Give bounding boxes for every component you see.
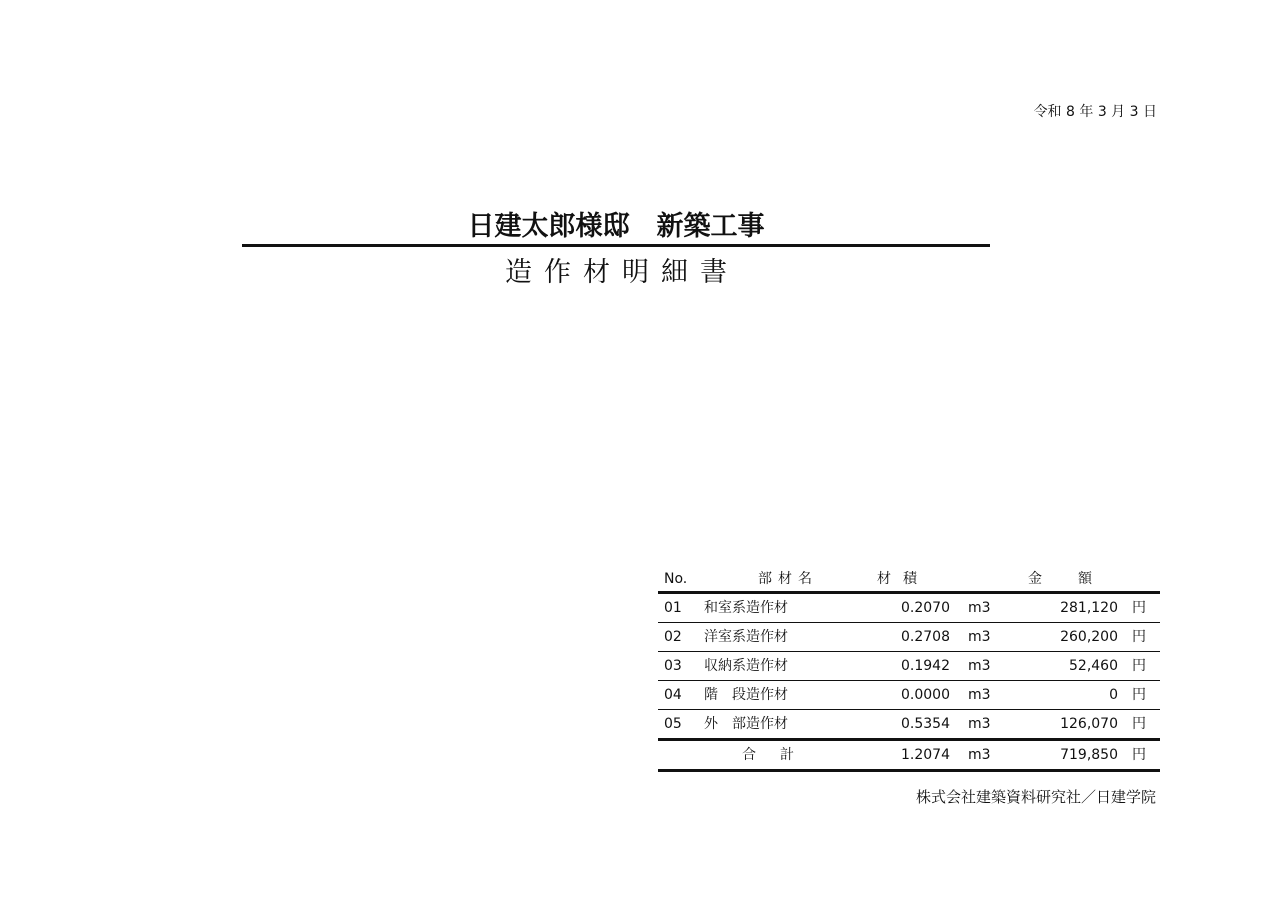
row-currency: 円 xyxy=(1132,716,1146,732)
row-amount: 52,460 xyxy=(1069,658,1118,674)
row-volume: 0.5354 xyxy=(901,716,950,732)
row-currency: 円 xyxy=(1132,658,1146,674)
row-name: 収納系造作材 xyxy=(704,658,788,674)
total-currency: 円 xyxy=(1132,747,1146,763)
table-row xyxy=(658,652,1160,681)
row-volume: 0.2070 xyxy=(901,600,950,616)
row-volume: 0.1942 xyxy=(901,658,950,674)
row-unit: m3 xyxy=(968,687,991,703)
document-date: 令和 8 年 3 月 3 日 xyxy=(1033,104,1157,120)
row-no: 04 xyxy=(664,687,682,703)
row-currency: 円 xyxy=(1132,600,1146,616)
row-unit: m3 xyxy=(968,629,991,645)
row-name: 外 部造作材 xyxy=(704,716,788,732)
total-unit: m3 xyxy=(968,747,991,763)
table-row xyxy=(658,623,1160,652)
row-amount: 260,200 xyxy=(1060,629,1118,645)
header-volume: 材積 xyxy=(877,571,929,587)
row-currency: 円 xyxy=(1132,629,1146,645)
row-amount: 126,070 xyxy=(1060,716,1118,732)
table-row xyxy=(658,594,1160,623)
total-label: 合計 xyxy=(742,747,818,763)
row-no: 03 xyxy=(664,658,682,674)
row-no: 01 xyxy=(664,600,682,616)
row-currency: 円 xyxy=(1132,687,1146,703)
document-title: 造作材明細書 xyxy=(505,257,739,288)
total-row xyxy=(658,741,1160,772)
table-row xyxy=(658,710,1160,741)
row-unit: m3 xyxy=(968,658,991,674)
company-name: 株式会社建築資料研究社／日建学院 xyxy=(915,788,1156,806)
row-no: 02 xyxy=(664,629,682,645)
row-amount: 0 xyxy=(1109,687,1118,703)
row-no: 05 xyxy=(664,716,682,732)
row-unit: m3 xyxy=(968,716,991,732)
row-unit: m3 xyxy=(968,600,991,616)
title-block xyxy=(242,210,990,293)
total-volume: 1.2074 xyxy=(901,747,950,763)
table-header-row xyxy=(658,566,1160,594)
table-row xyxy=(658,681,1160,710)
row-amount: 281,120 xyxy=(1060,600,1118,616)
header-amount: 金額 xyxy=(1028,571,1128,587)
summary-table xyxy=(658,566,1160,772)
row-name: 和室系造作材 xyxy=(704,600,788,616)
row-volume: 0.0000 xyxy=(901,687,950,703)
header-name: 部材名 xyxy=(758,571,818,587)
row-volume: 0.2708 xyxy=(901,629,950,645)
row-name: 洋室系造作材 xyxy=(704,629,788,645)
project-title: 日建太郎様邸 新築工事 xyxy=(242,210,990,247)
row-name: 階 段造作材 xyxy=(704,687,788,703)
header-no: No. xyxy=(664,571,688,587)
total-amount: 719,850 xyxy=(1060,747,1118,763)
